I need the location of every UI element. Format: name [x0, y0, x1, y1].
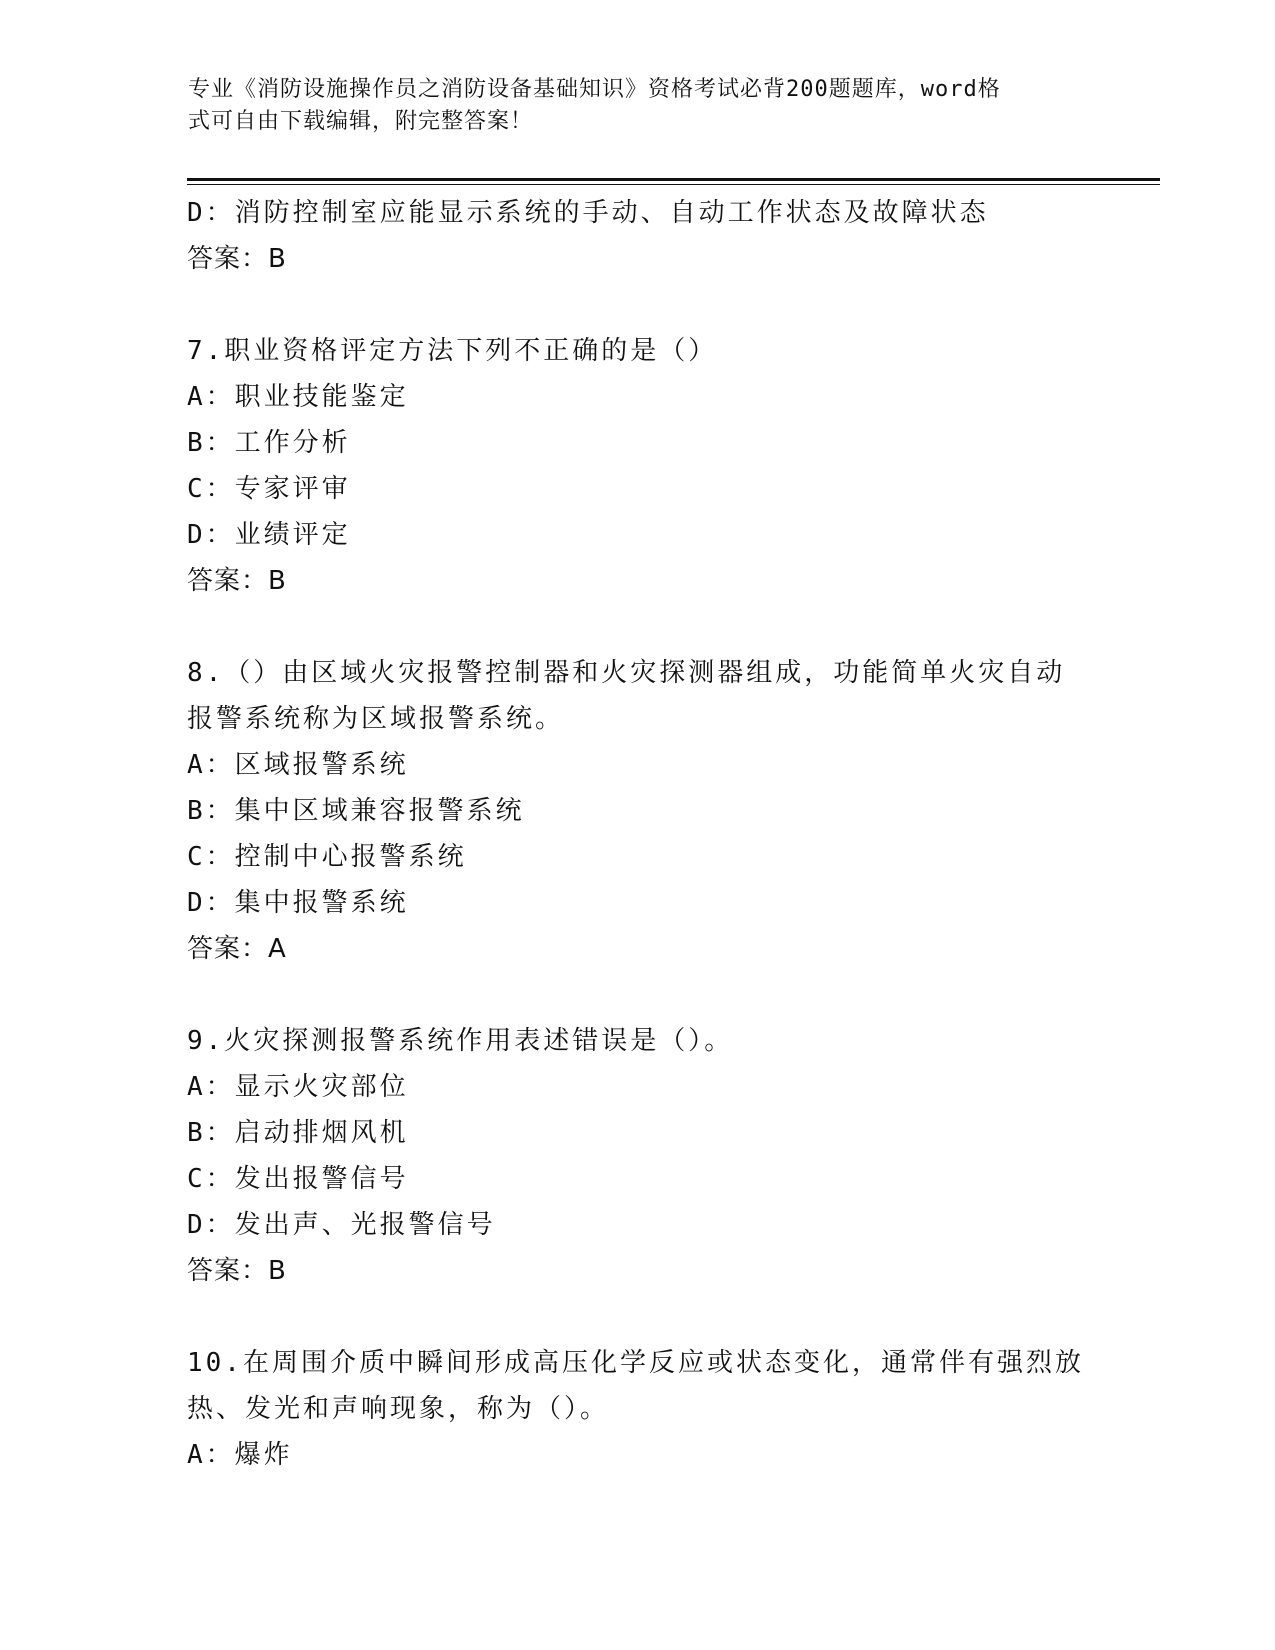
option-b: B：集中区域兼容报警系统	[187, 796, 525, 826]
question-block	[187, 650, 1087, 972]
answer-line: 答案：B	[187, 244, 287, 274]
question-stem-continued: 报警系统称为区域报警系统。	[187, 704, 565, 734]
spacer	[187, 1294, 1087, 1340]
answer-line: 答案：B	[187, 566, 287, 596]
option-b: B：工作分析	[187, 428, 351, 458]
spacer	[187, 604, 1087, 650]
answer-line: 答案：B	[187, 1256, 287, 1286]
header-line-1: 专业《消防设施操作员之消防设备基础知识》资格考试必背200题题库，word格	[188, 77, 1001, 102]
question-block	[187, 328, 1087, 604]
option-c: C：专家评审	[187, 474, 351, 504]
question-stem: 8.（）由区域火灾报警控制器和火灾探测器组成，功能简单火灾自动	[187, 658, 1066, 688]
document-header	[188, 74, 1088, 138]
option-a: A：显示火灾部位	[187, 1072, 409, 1102]
question-stem: 9.火灾探测报警系统作用表述错误是（）。	[187, 1026, 734, 1056]
header-rule-thin	[187, 184, 1160, 185]
spacer	[187, 282, 1087, 328]
answer-line: 答案：A	[187, 934, 287, 964]
option-d: D：集中报警系统	[187, 888, 409, 918]
question-block	[187, 1340, 1087, 1478]
option-d: D：消防控制室应能显示系统的手动、自动工作状态及故障状态	[187, 198, 989, 228]
option-d: D：发出声、光报警信号	[187, 1210, 496, 1240]
option-c: C：控制中心报警系统	[187, 842, 467, 872]
question-stem: 10.在周围介质中瞬间形成高压化学反应或状态变化，通常伴有强烈放	[187, 1348, 1084, 1378]
header-rule-thick	[187, 178, 1160, 181]
question-stem: 7.职业资格评定方法下列不正确的是（）	[187, 336, 718, 366]
option-b: B：启动排烟风机	[187, 1118, 409, 1148]
option-d: D：业绩评定	[187, 520, 351, 550]
option-a: A：爆炸	[187, 1440, 293, 1470]
header-line-2: 式可自由下载编辑，附完整答案！	[188, 109, 534, 134]
question-stem-continued: 热、发光和声响现象，称为（）。	[187, 1394, 610, 1424]
option-a: A：职业技能鉴定	[187, 382, 409, 412]
question-list	[187, 190, 1087, 1478]
spacer	[187, 972, 1087, 1018]
question-block	[187, 1018, 1087, 1294]
option-c: C：发出报警信号	[187, 1164, 409, 1194]
option-a: A：区域报警系统	[187, 750, 409, 780]
